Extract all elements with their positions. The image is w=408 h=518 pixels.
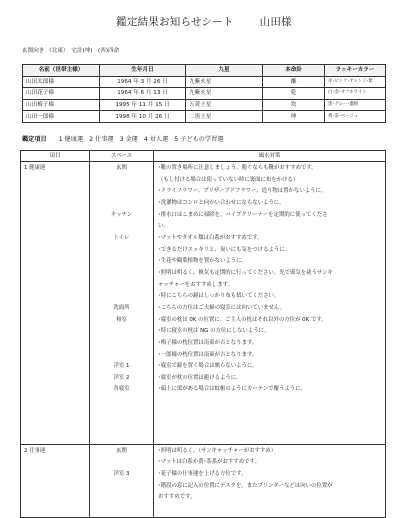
advice-section-row [21,444,386,517]
category-line [22,134,228,143]
sheet-title [0,14,408,29]
advice-line: （もし付ける場合は使っていない時に裏面に布をかける） [158,176,299,183]
family-row [23,88,386,100]
member-kyusei: 九紫火星 [186,88,263,100]
item-line [22,373,88,385]
member-honmeika: 乾 [263,88,325,100]
item-line [22,198,88,210]
space-line [91,175,152,187]
advice-line: ･マットやタオル類は白系がおすすめです。 [158,234,263,241]
advice-line: ･寝室で鏡を置く場合は映らないように。 [158,363,258,370]
category-label: 鑑定項目 [22,136,47,143]
item-line [22,175,88,187]
title-text: 鑑定結果お知らせシート [116,16,234,28]
advice-line: ･靴の置き場所に注意しましょう。脱ぐならも靴がおすすめです。 [158,165,317,171]
advice-line: ･生花や観葉植物を置かないように。 [158,258,247,265]
family-col-birthdate: 生年月日 [100,65,186,77]
item-line [22,291,88,303]
member-birthdate: 1998 年 10 月 26 日 [100,111,186,123]
member-name: 山田花子様 [23,88,100,100]
advice-header-row [21,151,386,162]
advice-line: ャッチャーをおすすめします。 [158,281,233,288]
family-col-name: 名前（世帯主様） [23,65,100,77]
space-line: 玄関 [116,447,127,454]
advice-line: ･梅子様の枕位置は南東が吉となります。 [158,339,258,346]
item-line [22,457,88,469]
advice-line: ･こちらの方位はご夫婦の寝室には向いていません。 [158,304,286,311]
space-line [91,431,152,443]
advice-line: ･花子様の仕事運を上げる方位です。 [158,471,247,478]
house-direction: 玄関向き （北東） 宅計(坤) (西)四命 [22,48,120,54]
space-line: 玄関 [116,165,127,171]
category-item: 5 子どもの学習運 [174,136,224,143]
item-line: 1 健康運 [24,165,46,171]
category-item: 3 金運 [119,136,138,143]
space-line [91,338,152,350]
member-lucky-color: 黒･グレー･濃紺 [325,99,386,111]
item-line [22,361,88,373]
advice-line: ･特にこちらの鏡はしっかり布も拭いてください。 [158,293,280,300]
member-birthdate: 1964 年 3 月 26 日 [100,76,186,88]
item-line [22,396,88,408]
advice-line [155,419,384,431]
advice-line: ･照明は明るく。（サンキャッチャーがおすすめ） [158,447,277,454]
space-line: 各寝室 [113,386,130,393]
item-line [22,233,88,245]
space-line: 洋室 3 [113,471,130,478]
space-line: トイレ [113,234,130,241]
space-cell [90,162,154,445]
advice-line: ･頭上に梁がある場合は蚊帳のようにカーテンで覆うように。 [158,386,306,393]
advice-col-advice: 風水対策 [154,151,386,162]
advice-line: ･マットは白系か黄･茶系がおすすめです。 [158,459,260,466]
item-line [22,350,88,362]
space-line [91,396,152,408]
space-line [91,419,152,431]
family-table [22,64,386,123]
member-kyusei: 五黄土星 [186,99,263,111]
family-header-row [23,65,386,77]
space-line [91,221,152,233]
family-col-kyusei: 九星 [186,65,263,77]
member-name: 山田梅子様 [23,99,100,111]
advice-line: ･階段の窓に記入の位置にデスクを。またプリンターなどは向いの位置が [158,482,333,489]
space-line: 洋室 1 [113,363,130,370]
space-cell [90,444,154,517]
item-line: 2 仕事運 [24,447,46,454]
item-line [22,186,88,198]
advice-line [155,396,384,408]
item-line [22,492,88,504]
item-line [22,280,88,292]
space-line [91,457,152,469]
member-kyusei: 二黒土星 [186,111,263,123]
category-item: 4 対人運 [143,136,169,143]
advice-section-row [21,162,386,445]
advice-col-item: 項目 [21,151,90,162]
space-line [91,268,152,280]
item-line [22,221,88,233]
space-line [91,245,152,257]
item-cell [21,162,90,445]
item-line [22,408,88,420]
space-line [91,326,152,338]
space-line [91,280,152,292]
item-line [22,384,88,396]
advice-line: ･排水口はこまめに掃除を。パイプクリーナーを定期的に使ってくださ [158,211,328,218]
advice-line: ･ドライフラワー、プリザーブドフラワー、造り物は置かないように。 [158,188,327,195]
member-birthdate: 1995 年 11 月 15 日 [100,99,186,111]
member-birthdate: 1964 年 6 月 13 日 [100,88,186,100]
advice-line: ･できるだけスッキリと、臭いにも気をつけるように。 [158,246,291,253]
house-name: 山田様 [259,16,292,28]
member-name: 山田一郎様 [23,111,100,123]
member-lucky-color: 白･金･オフホワイト [325,88,386,100]
item-line [22,256,88,268]
space-line [91,350,152,362]
space-line [91,186,152,198]
item-line [22,268,88,280]
advice-line [155,408,384,420]
member-honmeika: 坎 [263,99,325,111]
advice-cell [154,444,386,517]
member-honmeika: 坤 [263,111,325,123]
space-line: 和室 [116,316,127,323]
space-line [91,481,152,493]
space-line: 洋室 2 [113,374,130,381]
family-col-honmeika: 本命卦 [263,65,325,77]
advice-line: ･照明は明るく、換気も定期的に行ってください。光で邪気を祓うサンキ [158,269,333,276]
advice-line: ･洗濯物はコンロと向かい合わせにならないように。 [158,199,285,206]
item-line [22,245,88,257]
item-line [22,431,88,443]
advice-line: ･寝室が枕の位置は避けるように。 [158,374,242,381]
family-row [23,99,386,111]
item-cell [21,444,90,517]
member-name: 山田太郎様 [23,76,100,88]
space-line [91,291,152,303]
space-line [91,198,152,210]
item-line [22,481,88,493]
member-lucky-color: 黄･茶･ベージュ [325,111,386,123]
family-col-lucky-color: ラッキーカラー [325,65,386,77]
item-line [22,469,88,481]
item-line [22,338,88,350]
category-item: 1 健康運 [58,136,84,143]
advice-table [20,150,386,518]
advice-col-space: スペース [90,151,154,162]
member-kyusei: 九紫火星 [186,76,263,88]
advice-line: おすすめです。 [158,494,196,501]
advice-line: ･寝室の枕は 0K の位置に。ご主人の枕はそれ以外の方位が 0K です。 [158,316,327,323]
item-line [22,419,88,431]
item-line [22,315,88,327]
advice-line: ･特に寝室の枕は NG の方位にしないように。 [158,328,270,335]
advice-line: い。 [158,223,169,230]
advice-line [155,431,384,443]
space-line [91,408,152,420]
member-lucky-color: 赤･ピンク･オレンジ･紫 [325,76,386,88]
family-row [23,76,386,88]
item-line [22,303,88,315]
family-row [23,111,386,123]
advice-line: ･一郎様の枕位置は南東が吉となります。 [158,351,258,358]
space-line: 洗面所 [113,304,130,311]
item-line [22,326,88,338]
member-honmeika: 離 [263,76,325,88]
item-line [22,210,88,222]
advice-cell [154,162,386,445]
category-item: 2 仕事運 [89,136,114,143]
space-line [91,492,152,504]
space-line [91,256,152,268]
space-line: キッチン [110,211,133,218]
